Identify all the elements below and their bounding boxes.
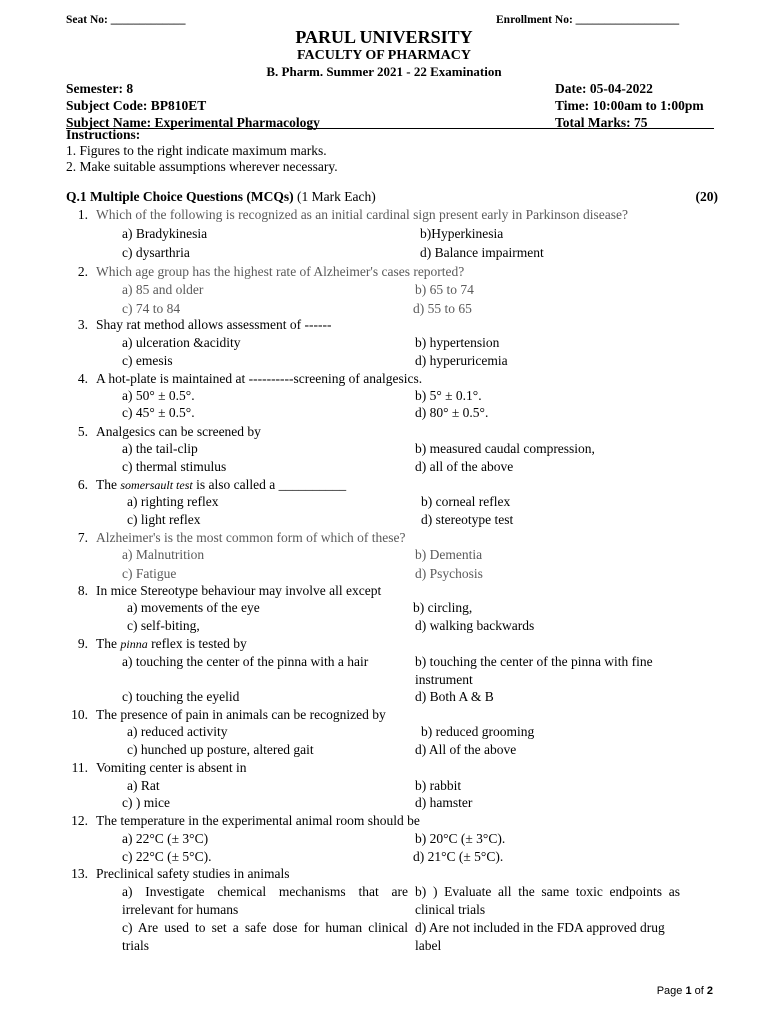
- university-title: PARUL UNIVERSITY: [295, 27, 473, 47]
- option-d: d) all of the above: [415, 459, 514, 474]
- question-number: 9.: [77, 636, 88, 651]
- option-b: b) reduced grooming: [421, 724, 535, 739]
- section-marks: (20): [695, 189, 718, 204]
- option-c: c) Are used to set a safe dose for human clinical trials: [122, 920, 408, 953]
- semester: Semester: 8: [66, 81, 134, 96]
- question-stem: Vomiting center is absent in: [96, 760, 247, 775]
- exam-title: B. Pharm. Summer 2021 - 22 Examination: [266, 64, 502, 79]
- option-d: d) walking backwards: [415, 618, 535, 633]
- option-d: d) Are not included in the FDA approved drug label: [415, 920, 665, 953]
- stem-text: reflex is tested by: [147, 636, 247, 651]
- option-b: b) 65 to 74: [415, 282, 474, 297]
- stem-italic-term: somersault test: [120, 478, 193, 492]
- option-b: b) 5° ± 0.1°.: [415, 388, 482, 403]
- seat-no: Seat No: _____________: [66, 14, 186, 26]
- question-stem: Alzheimer's is the most common form of which of these?: [96, 530, 406, 545]
- exam-time: Time: 10:00am to 1:00pm: [555, 98, 704, 113]
- question-number: 7.: [77, 530, 88, 545]
- footer-text: of: [691, 985, 707, 997]
- option-c: c) thermal stimulus: [122, 459, 227, 474]
- question-number: 12.: [71, 813, 88, 828]
- option-b: b) corneal reflex: [421, 494, 511, 509]
- page-footer: [657, 985, 713, 997]
- instructions: [66, 127, 338, 175]
- subject-code: Subject Code: BP810ET: [66, 98, 207, 113]
- option-a: a) Investigate chemical mechanisms that are irrelevant for humans: [122, 884, 408, 917]
- total-marks: Total Marks: 75: [555, 115, 648, 130]
- option-b: b) circling,: [413, 600, 473, 615]
- question-stem: Shay rat method allows assessment of ------: [96, 317, 332, 332]
- option-c: c) 74 to 84: [122, 301, 181, 316]
- option-a: a) reduced activity: [127, 724, 228, 739]
- section-note: (1 Mark Each): [293, 189, 376, 204]
- question-number: 10.: [71, 707, 88, 722]
- question-number: 5.: [77, 424, 88, 439]
- option-c: c) 22°C (± 5°C).: [122, 849, 212, 864]
- option-a: a) righting reflex: [127, 494, 219, 509]
- option-a: a) movements of the eye: [127, 600, 260, 615]
- footer-text: Page: [656, 985, 686, 997]
- option-a: a) Malnutrition: [122, 547, 205, 562]
- page-total: 2: [706, 985, 713, 997]
- exam-meta-left: [66, 80, 320, 131]
- option-d: d) stereotype test: [421, 512, 514, 527]
- option-c: c) touching the eyelid: [122, 689, 240, 704]
- exam-date: Date: 05-04-2022: [555, 81, 653, 96]
- enrollment-no: Enrollment No: __________________: [496, 14, 680, 26]
- question-stem: Preclinical safety studies in animals: [96, 866, 290, 881]
- option-d: d) hyperuricemia: [415, 353, 508, 368]
- option-d: d) 21°C (± 5°C).: [413, 849, 504, 864]
- option-c: c) ) mice: [122, 795, 170, 810]
- option-d: d) 80° ± 0.5°.: [415, 405, 489, 420]
- question-stem: Which of the following is recognized as an initial cardinal sign present early in Parkinson disease?: [96, 207, 628, 222]
- stem-text: The: [96, 636, 121, 651]
- option-d: d) Both A & B: [415, 689, 494, 704]
- question-stem: Which age group has the highest rate of Alzheimer's cases reported?: [96, 264, 465, 279]
- option-b: b) rabbit: [415, 778, 462, 793]
- exam-meta-right: [555, 80, 704, 131]
- question-number: 3.: [77, 317, 88, 332]
- subject-name: Subject Name: Experimental Pharmacology: [66, 115, 320, 130]
- option-c: c) hunched up posture, altered gait: [127, 742, 314, 757]
- option-a: a) Rat: [127, 778, 160, 793]
- option-a: a) the tail-clip: [122, 441, 198, 456]
- question-number: 11.: [71, 760, 88, 775]
- question-number: 1.: [77, 207, 88, 222]
- option-c: c) Fatigue: [122, 566, 177, 581]
- question-stem: In mice Stereotype behaviour may involve all except: [96, 583, 382, 598]
- option-b: b) measured caudal compression,: [415, 441, 595, 456]
- question-stem: [96, 476, 696, 495]
- question-stem: Analgesics can be screened by: [96, 424, 261, 439]
- option-c: c) emesis: [122, 353, 173, 368]
- option-c: c) 45° ± 0.5°.: [122, 405, 195, 420]
- option-c: c) dysarthria: [122, 245, 190, 260]
- faculty-title: FACULTY OF PHARMACY: [297, 48, 471, 63]
- question-stem: [96, 635, 696, 654]
- question-number: 13.: [71, 866, 88, 881]
- option-a: a) 85 and older: [122, 282, 204, 297]
- stem-text: is also called a __________: [192, 477, 347, 492]
- question-number: 6.: [77, 477, 88, 492]
- option-a: a) touching the center of the pinna with a hair: [122, 654, 369, 669]
- question-stem: The temperature in the experimental animal room should be: [96, 813, 420, 828]
- option-a: a) Bradykinesia: [122, 226, 208, 241]
- stem-italic-term: pinna: [120, 637, 148, 651]
- option-d: d) hamster: [415, 795, 473, 810]
- option-d: d) All of the above: [415, 742, 517, 757]
- question-number: 4.: [77, 371, 88, 386]
- option-b: b) Dementia: [415, 547, 483, 562]
- instruction-item: 2. Make suitable assumptions wherever necessary.: [66, 159, 338, 174]
- option-a: a) 50° ± 0.5°.: [122, 388, 195, 403]
- option-b: b) hypertension: [415, 335, 500, 350]
- question-stem: The presence of pain in animals can be recognized by: [96, 707, 386, 722]
- option-d: d) 55 to 65: [413, 301, 472, 316]
- option-b: b) ) Evaluate all the same toxic endpoints as clinical trials: [415, 884, 680, 917]
- instruction-item: 1. Figures to the right indicate maximum marks.: [66, 143, 327, 158]
- page-number: 1: [685, 985, 692, 997]
- option-a: a) 22°C (± 3°C): [122, 831, 209, 846]
- option-d: d) Balance impairment: [420, 245, 544, 260]
- option-b: b)Hyperkinesia: [420, 226, 504, 241]
- option-a: a) ulceration &acidity: [122, 335, 241, 350]
- option-d: d) Psychosis: [415, 566, 483, 581]
- section-label: Q.1 Multiple Choice Questions (MCQs): [66, 189, 294, 204]
- option-c: c) light reflex: [127, 512, 201, 527]
- question-number: 8.: [77, 583, 88, 598]
- question-number: 2.: [77, 264, 88, 279]
- instructions-title: Instructions:: [66, 127, 141, 142]
- option-b: b) 20°C (± 3°C).: [415, 831, 506, 846]
- question-stem: A hot-plate is maintained at ----------screening of analgesics.: [96, 371, 423, 386]
- option-b: b) touching the center of the pinna with fine instrument: [415, 654, 653, 687]
- option-c: c) self-biting,: [127, 618, 200, 633]
- section-heading: [66, 189, 718, 205]
- stem-text: The: [96, 477, 121, 492]
